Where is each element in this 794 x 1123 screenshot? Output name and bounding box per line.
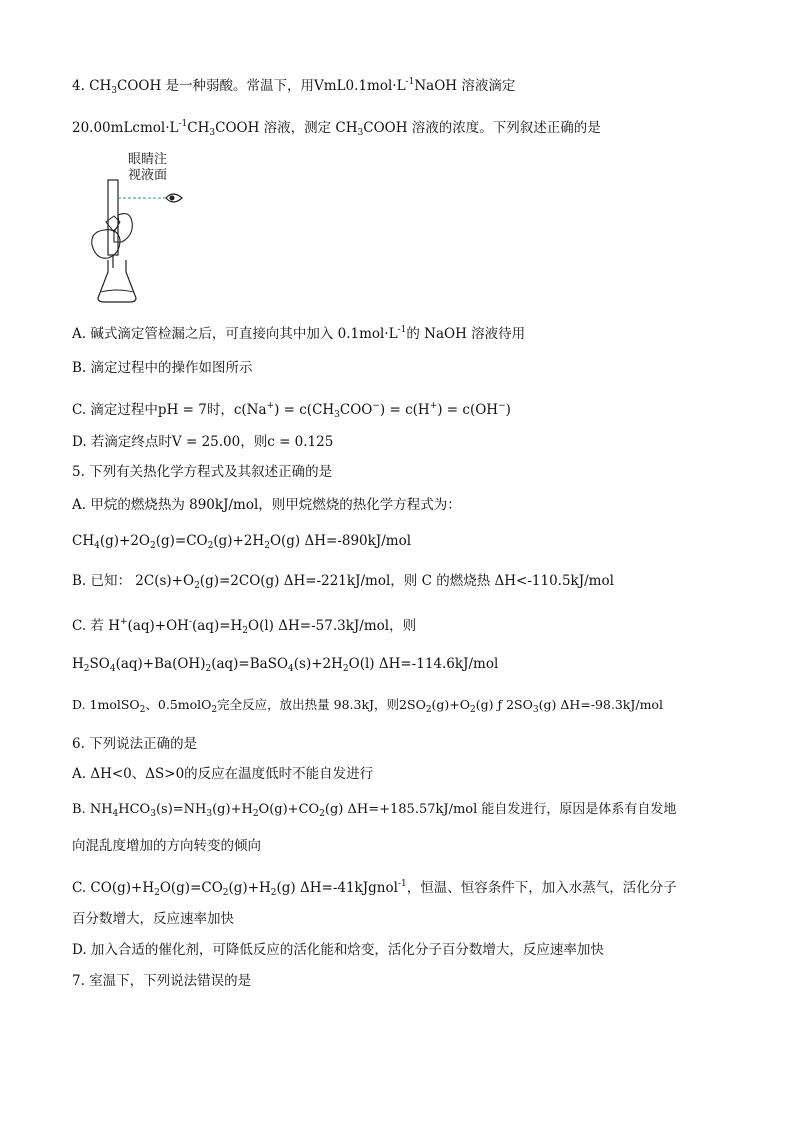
- q7-stem: 7. 室温下，下列说法错误的是: [72, 973, 252, 989]
- q6-option-d: D. 加入合适的催化剂，可降低反应的活化能和焓变，活化分子百分数增大，反应速率加快: [72, 942, 604, 958]
- q4-stem-line2: $20.00mLcmol\cdot L^{-1}CH_3COOH$ 溶液，测定 $CH_3COOH$ 溶液的浓度。下列叙述正确的是: [72, 119, 601, 138]
- q4-option-d: D. 若滴定终点时V = 25.00，则c = 0.125: [72, 434, 334, 450]
- q4-option-a: A. 碱式滴定管检漏之后，可直接向其中加入 $0.1mol\cdot L^{-1}$的 NaOH 溶液待用: [72, 325, 526, 342]
- q6-option-a: A. ΔH<0、ΔS>0的反应在温度低时不能自发进行: [72, 766, 374, 782]
- titration-figure: [90, 150, 200, 305]
- q5-option-c: C. 若 $H^+(aq)+OH^-(aq)=H_2O(l)$ ΔH=-57.3kJ/mol，则: [72, 617, 417, 636]
- conical-flask: [98, 260, 136, 302]
- figure-label-eye-line1: 眼睛注: [128, 152, 168, 167]
- q4-stem-line1: 4. $CH_3COOH$ 是一种弱酸。常温下，用$VmL0.1mol\cdot L^{-1}NaOH$ 溶液滴定: [72, 77, 516, 96]
- q5-option-c-equation: $H_2SO_4(aq)+Ba(OH)_2(aq)=BaSO_4(s)+2H_2O(l)$ ΔH=-114.6kJ/mol: [72, 656, 499, 674]
- q5-option-d: D. 1molSO$_2$、0.5molO$_2$完全反应，放出热量 98.3kJ，则$2SO_2(g)+O_2(g)$ ƒ $2SO_3(g)$ ΔH=-98.3kJ/mol: [72, 697, 663, 715]
- q6-option-b-line2: 向混乱度增加的方向转变的倾向: [72, 838, 261, 854]
- figure-label-eye-line2: 视液面: [128, 168, 168, 183]
- q5-option-a-equation: $CH_4(g)+2O_2(g)=CO_2(g)+2H_2O(g)$ ΔH=-890kJ/mol: [72, 533, 412, 551]
- burette: [108, 180, 118, 255]
- q6-option-c-line2: 百分数增大，反应速率加快: [72, 911, 234, 927]
- q6-stem: 6. 下列说法正确的是: [72, 736, 198, 752]
- q6-option-c-line1: C. $CO(g)+H_2O(g)=CO_2(g)+H_2(g)$ ΔH=-41kJgnol$^{-1}$，恒温、恒容条件下，加入水蒸气，活化分子: [72, 879, 677, 898]
- q4-option-c: C. 滴定过程中pH = 7时，$c(Na^+) = c(CH_3COO^-) = c(H^+) = c(OH^-)$: [72, 401, 511, 420]
- q5-option-a: A. 甲烷的燃烧热为 890kJ/mol，则甲烷燃烧的热化学方程式为：: [72, 497, 461, 513]
- q4-option-b: B. 滴定过程中的操作如图所示: [72, 360, 253, 376]
- q5-stem: 5. 下列有关热化学方程式及其叙述正确的是: [72, 464, 333, 480]
- left-hand: [92, 230, 120, 259]
- eye-icon: [166, 194, 182, 202]
- q5-option-b: B. 已知： $2C(s)+O_2(g)=2CO(g)$ ΔH=-221kJ/mol，则 C 的燃烧热 ΔH<-110.5kJ/mol: [72, 573, 614, 591]
- q6-option-b-line1: B. $NH_4HCO_3(s)=NH_3(g)+H_2O(g)+CO_2(g)$ ΔH=+185.57kJ/mol 能自发进行，原因是体系有自发地: [72, 802, 677, 819]
